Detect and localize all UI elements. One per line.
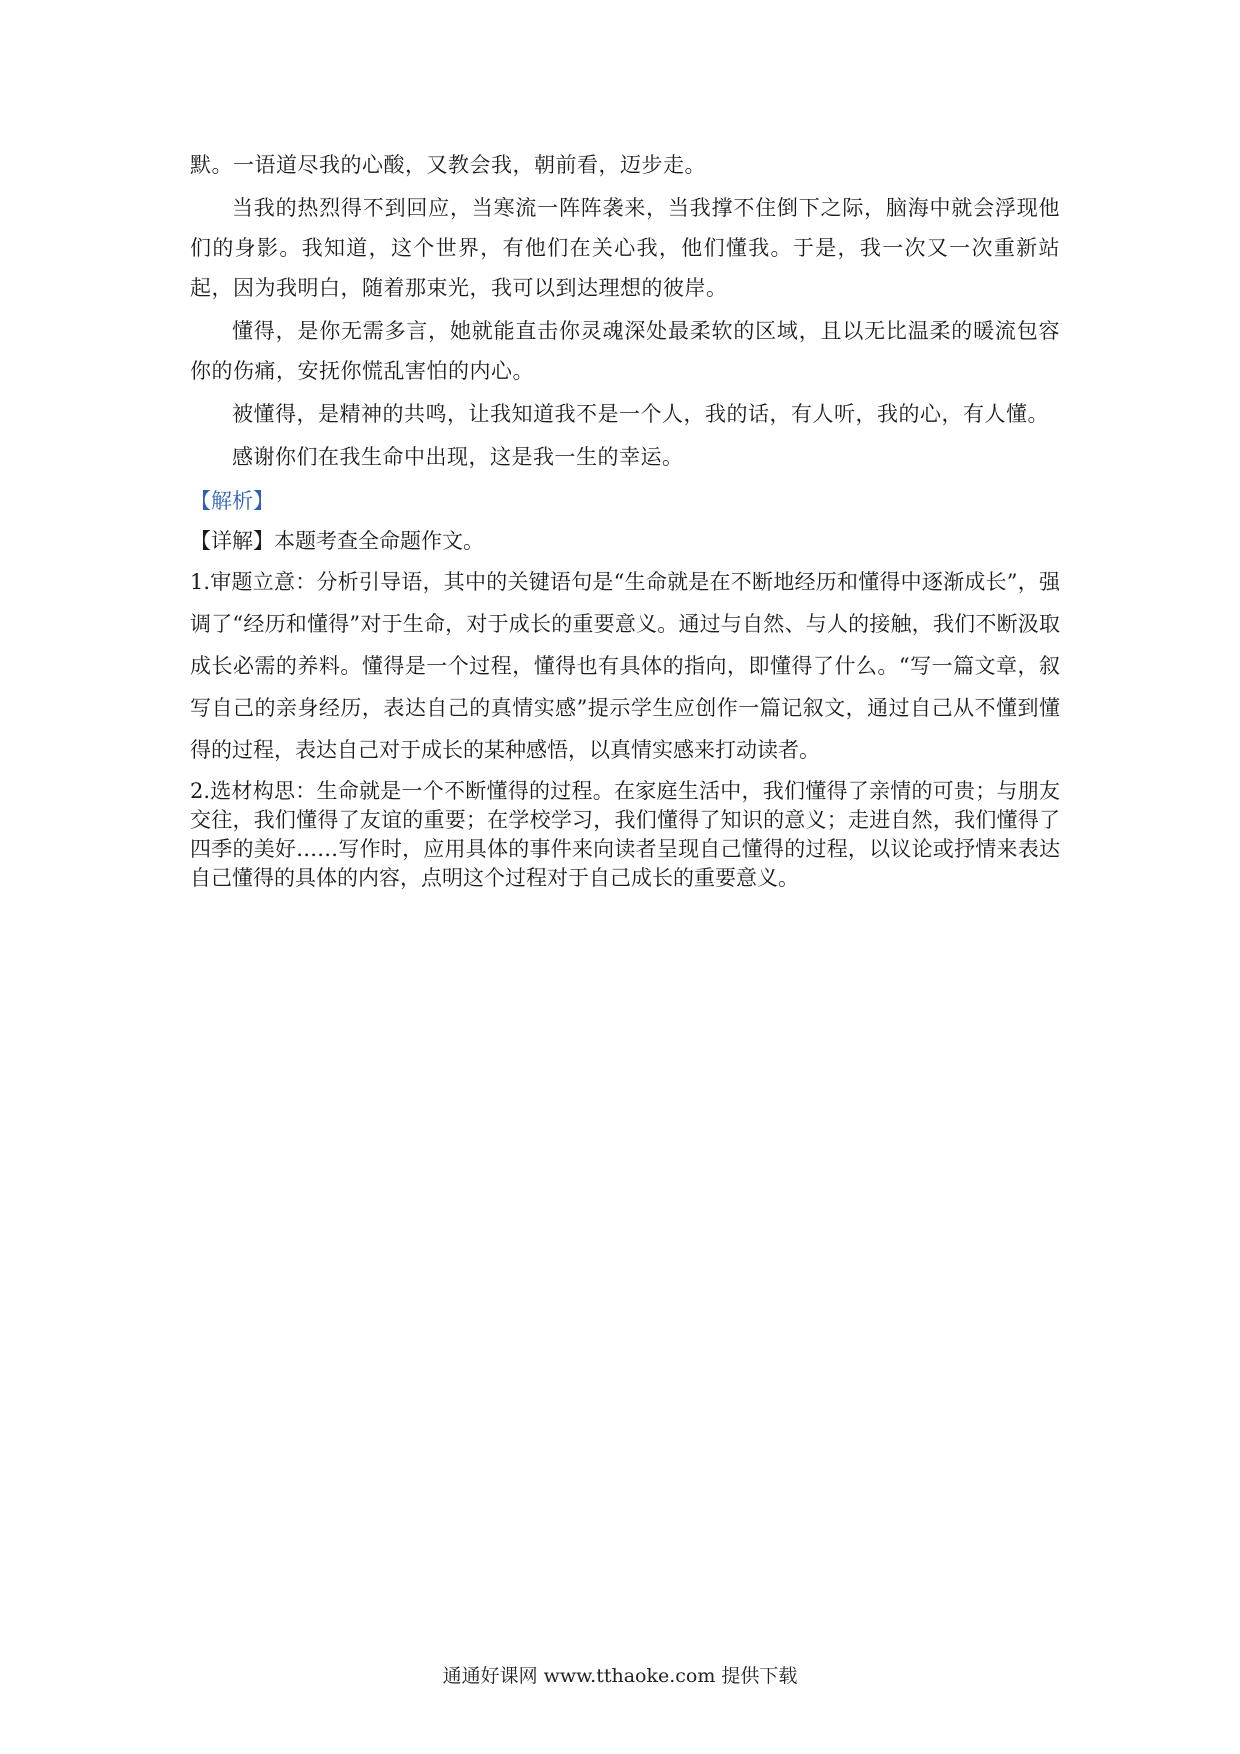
essay-paragraph: 当我的热烈得不到回应，当寒流一阵阵袭来，当我撑不住倒下之际，脑海中就会浮现他们的身影。我知道，这个世界，有他们在关心我，他们懂我。于是，我一次又一次重新站起，因为我明白，随着那束光，我可以到达理想的彼岸。 [190, 196, 1060, 300]
analysis-section [190, 561, 1060, 893]
essay-section [190, 145, 1060, 477]
essay-paragraph: 感谢你们在我生命中出现，这是我一生的幸运。 [232, 445, 684, 469]
essay-paragraph: 默。一语道尽我的心酸，又教会我，朝前看，迈步走。 [190, 153, 706, 177]
analysis-detail: 【详解】本题考查全命题作文。 [190, 529, 484, 553]
essay-paragraph: 懂得，是你无需多言，她就能直击你灵魂深处最柔软的区域，且以无比温柔的暖流包容你的伤痛，安抚你慌乱害怕的内心。 [190, 319, 1060, 383]
page-content [190, 145, 1060, 893]
essay-paragraph: 被懂得，是精神的共鸣，让我知道我不是一个人，我的话，有人听，我的心，有人懂。 [232, 402, 1049, 426]
analysis-heading: 【解析】 [190, 489, 274, 513]
analysis-point-2: 2.选材构思：生命就是一个不断懂得的过程。在家庭生活中，我们懂得了亲情的可贵；与朋友交往，我们懂得了友谊的重要；在学校学习，我们懂得了知识的意义；走进自然，我们懂得了四季的美好……写作时，应用具体的事件来向读者呈现自己懂得的过程，以议论或抒情来表达自己懂得的具体的内容，点明这个过程对于自己成长的重要意义。 [190, 779, 1060, 890]
page-footer: 通通好课网 www.tthaoke.com 提供下载 [442, 1665, 798, 1687]
analysis-point-1: 1.审题立意：分析引导语，其中的关键语句是“生命就是在不断地经历和懂得中逐渐成长”，强调了“经历和懂得”对于生命，对于成长的重要意义。通过与自然、与人的接触，我们不断汲取成长必需的养料。懂得是一个过程，懂得也有具体的指向，即懂得了什么。“写一篇文章，叙写自己的亲身经历，表达自己的真情实感”提示学生应创作一篇记叙文，通过自己从不懂到懂得的过程，表达自己对于成长的某种感悟，以真情实感来打动读者。 [190, 570, 1060, 762]
